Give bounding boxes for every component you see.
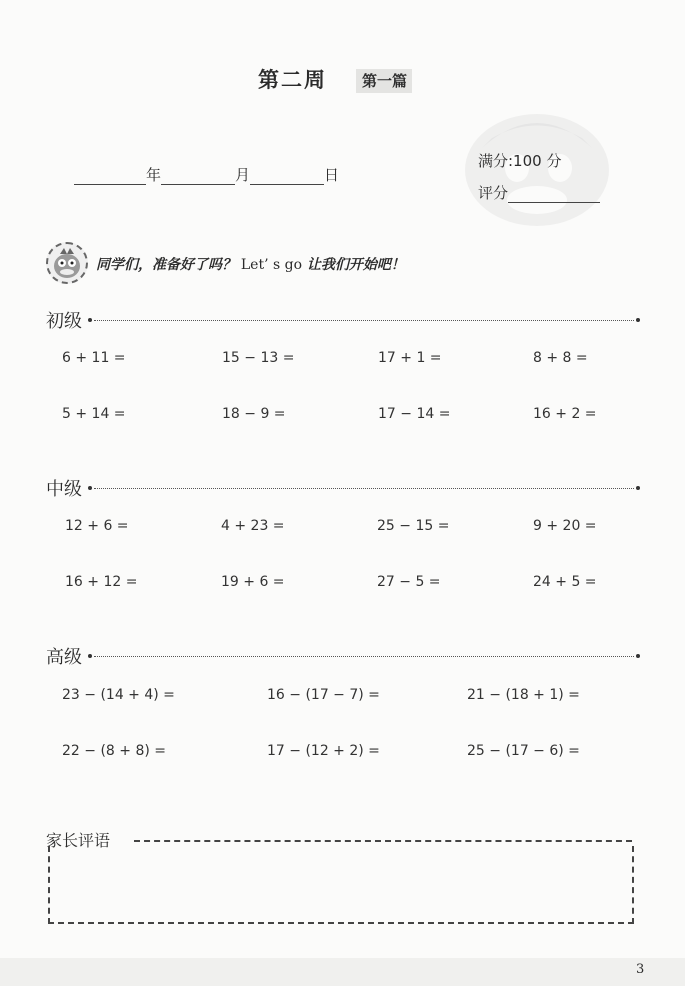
intro-cn-2: 让我们开始吧！ bbox=[306, 257, 405, 273]
score-blank[interactable] bbox=[508, 184, 600, 203]
year-blank[interactable] bbox=[74, 166, 146, 185]
math-problem: 9 + 20 = bbox=[533, 518, 597, 534]
dotted-divider bbox=[94, 656, 634, 657]
dot-marker bbox=[636, 318, 640, 322]
score-label: 评分 bbox=[478, 184, 509, 202]
parent-comment-label: 家长评语 bbox=[46, 831, 111, 850]
month-blank[interactable] bbox=[161, 166, 235, 185]
math-problem: 25 − 15 = bbox=[377, 518, 450, 534]
math-problem: 27 − 5 = bbox=[377, 574, 441, 590]
section-header-intermediate bbox=[46, 476, 640, 500]
math-problem: 18 − 9 = bbox=[222, 406, 286, 422]
intro-text bbox=[96, 254, 405, 274]
month-label: 月 bbox=[235, 166, 251, 184]
math-problem: 5 + 14 = bbox=[62, 406, 126, 422]
math-problem: 17 − 14 = bbox=[378, 406, 451, 422]
page-number: 3 bbox=[636, 962, 645, 977]
dino-icon bbox=[48, 244, 86, 282]
math-problem: 22 − (8 + 8) = bbox=[62, 743, 166, 759]
parent-comment-box[interactable] bbox=[48, 846, 634, 924]
day-blank[interactable] bbox=[250, 166, 324, 185]
math-problem: 24 + 5 = bbox=[533, 574, 597, 590]
year-label: 年 bbox=[146, 166, 162, 184]
dot-marker bbox=[636, 486, 640, 490]
section-header-advanced bbox=[46, 644, 640, 668]
dot-marker bbox=[636, 654, 640, 658]
section-label: 中级 bbox=[46, 479, 82, 500]
dot-marker bbox=[88, 318, 92, 322]
dotted-divider bbox=[94, 320, 634, 321]
math-problem: 6 + 11 = bbox=[62, 350, 126, 366]
math-problem: 21 − (18 + 1) = bbox=[467, 687, 580, 703]
full-score-label: 满分:100 分 bbox=[478, 152, 562, 170]
section-label: 高级 bbox=[46, 647, 82, 668]
intro-en: Let’ s go bbox=[240, 257, 303, 273]
dot-marker bbox=[88, 654, 92, 658]
math-problem: 17 + 1 = bbox=[378, 350, 442, 366]
page-title: 第二周 bbox=[258, 68, 327, 92]
comment-box-top-border bbox=[134, 840, 632, 842]
math-problem: 23 − (14 + 4) = bbox=[62, 687, 175, 703]
math-problem: 19 + 6 = bbox=[221, 574, 285, 590]
page-subtitle: 第一篇 bbox=[356, 69, 412, 93]
math-problem: 15 − 13 = bbox=[222, 350, 295, 366]
dot-marker bbox=[88, 486, 92, 490]
math-problem: 17 − (12 + 2) = bbox=[267, 743, 380, 759]
section-label: 初级 bbox=[46, 311, 82, 332]
bottom-band bbox=[0, 958, 685, 986]
date-fields bbox=[74, 164, 339, 185]
day-label: 日 bbox=[324, 166, 340, 184]
score-field bbox=[478, 182, 600, 203]
section-header-beginner bbox=[46, 308, 640, 332]
math-problem: 16 − (17 − 7) = bbox=[267, 687, 380, 703]
math-problem: 16 + 12 = bbox=[65, 574, 138, 590]
mascot-badge-icon bbox=[46, 242, 88, 284]
dotted-divider bbox=[94, 488, 634, 489]
math-problem: 16 + 2 = bbox=[533, 406, 597, 422]
math-problem: 12 + 6 = bbox=[65, 518, 129, 534]
math-problem: 25 − (17 − 6) = bbox=[467, 743, 580, 759]
math-problem: 4 + 23 = bbox=[221, 518, 285, 534]
intro-cn-1: 同学们，准备好了吗？ bbox=[96, 257, 236, 273]
math-problem: 8 + 8 = bbox=[533, 350, 588, 366]
